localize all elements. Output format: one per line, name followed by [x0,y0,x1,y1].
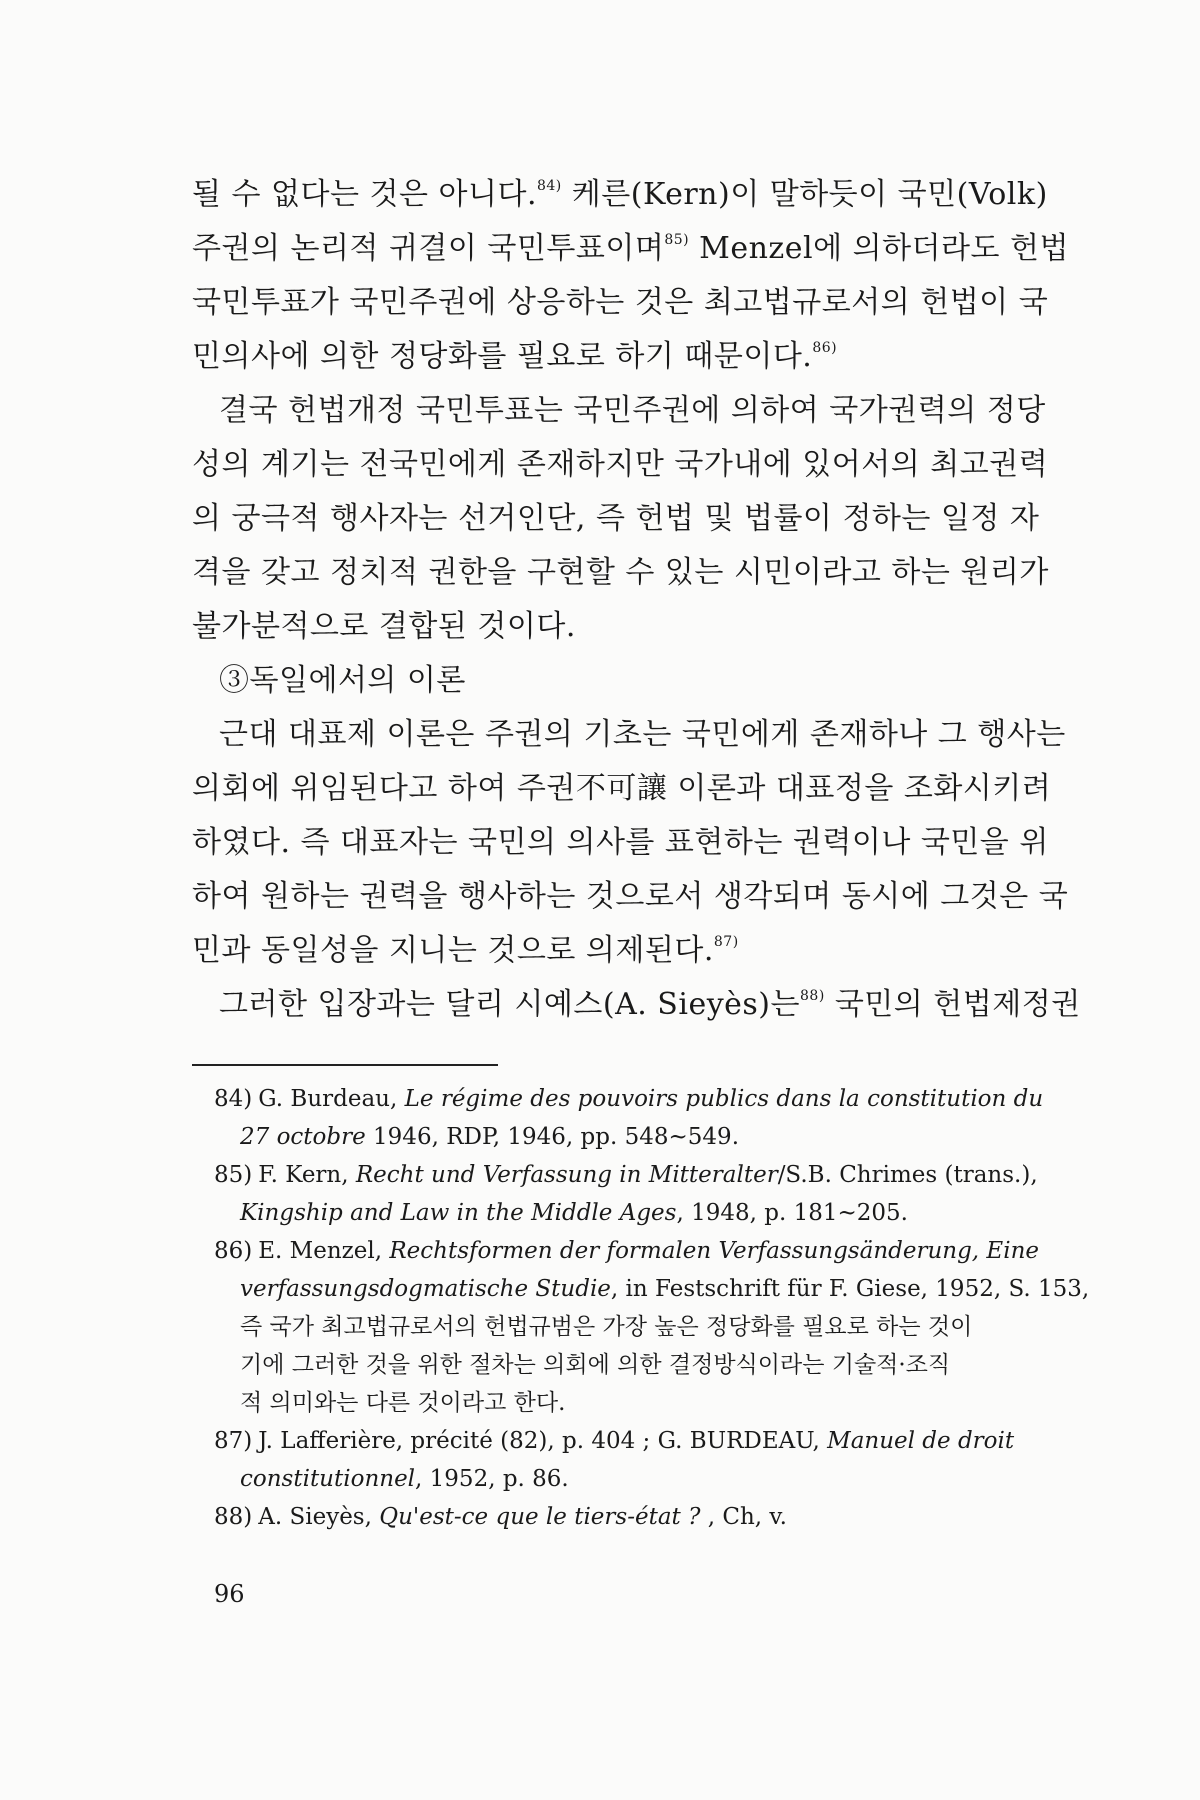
footnote-ref[interactable]: 85) [664,232,690,248]
footnote-ref[interactable]: 86) [812,340,838,356]
footnote-ref[interactable]: 88) [800,988,825,1004]
text-line: 그러한 입장과는 달리 시예스(A. Sieyès)는$^{88)}$ 국민의 헌법제정권 [219,987,1081,1022]
page-number: 96 [214,1580,245,1608]
footnote-86-cont: 즉 국가 최고법규로서의 헌법규범은 가장 높은 정당화를 필요로 하는 것이 [240,1314,973,1340]
section-heading: ③독일에서의 이론 [219,663,466,698]
text-line: 의회에 위임된다고 하여 주권不可讓 이론과 대표정을 조화시키려 [192,771,1052,806]
text-line: 의 궁극적 행사자는 선거인단, 즉 헌법 및 법률이 정하는 일정 자 [192,501,1040,536]
footnote-number: 84) [214,1086,253,1112]
text-line: 하였다. 즉 대표자는 국민의 의사를 표현하는 권력이나 국민을 위 [192,825,1049,860]
footnote-84: 84) G. Burdeau, Le régime des pouvoirs publics dans la constitution du [214,1086,1044,1112]
footnote-number: 86) [214,1238,253,1264]
text-line: 민과 동일성을 지니는 것으로 의제된다.$^{87)}$ [192,933,739,968]
text-line: 국민투표가 국민주권에 상응하는 것은 최고법규로서의 헌법이 국 [192,285,1049,320]
footnotes [214,1080,1090,1536]
footnote-number: 87) [214,1428,253,1454]
text-line: 결국 헌법개정 국민투표는 국민주권에 의하여 국가권력의 정당 [219,393,1046,428]
footnote-86-cont: 적 의미와는 다른 것이라고 한다. [240,1390,566,1416]
text-line: 주권의 논리적 귀결이 국민투표이며$^{85)}$ Menzel에 의하더라도 헌법 [192,231,1069,266]
footnote-ref[interactable]: 84) [536,178,562,194]
footnote-88: 88) A. Sieyès, Qu'est-ce que le tiers-état ? , Ch, v. [214,1504,787,1530]
text-line: 하여 원하는 권력을 행사하는 것으로서 생각되며 동시에 그것은 국 [192,879,1069,914]
footnote-86-cont: verfassungsdogmatische Studie, in Festschrift für F. Giese, 1952, S. 153, [240,1276,1090,1302]
footnote-84-cont: 27 octobre 1946, RDP, 1946, pp. 548~549. [240,1124,740,1150]
footnote-number: 88) [214,1504,253,1530]
footnote-87: 87) J. Lafferière, précité (82), p. 404 ; G. BURDEAU, Manuel de droit [214,1428,1015,1454]
main-text [192,168,1081,1032]
footnote-86: 86) E. Menzel, Rechtsformen der formalen Verfassungsänderung, Eine [214,1238,1040,1264]
text-line: 성의 계기는 전국민에게 존재하지만 국가내에 있어서의 최고권력 [192,447,1049,482]
footnote-divider [192,1064,498,1066]
footnote-85-cont: Kingship and Law in the Middle Ages, 1948, p. 181~205. [240,1200,908,1226]
footnote-87-cont: constitutionnel, 1952, p. 86. [240,1466,569,1492]
text-line: 불가분적으로 결합된 것이다. [192,609,576,644]
footnote-ref[interactable]: 87) [713,934,739,950]
text-line: 민의사에 의한 정당화를 필요로 하기 때문이다.$^{86)}$ [192,339,838,374]
text-line: 격을 갖고 정치적 권한을 구현할 수 있는 시민이라고 하는 원리가 [192,555,1049,590]
text-line: 될 수 없다는 것은 아니다.$^{84)}$ 케른(Kern)이 말하듯이 국민(Volk) [192,177,1048,212]
footnote-86-cont: 기에 그러한 것을 위한 절차는 의회에 의한 결정방식이라는 기술적·조직 [240,1352,951,1378]
footnote-number: 85) [214,1162,253,1188]
footnote-85: 85) F. Kern, Recht und Verfassung in Mitteralter/S.B. Chrimes (trans.), [214,1162,1038,1188]
text-line: 근대 대표제 이론은 주권의 기초는 국민에게 존재하나 그 행사는 [219,717,1066,752]
